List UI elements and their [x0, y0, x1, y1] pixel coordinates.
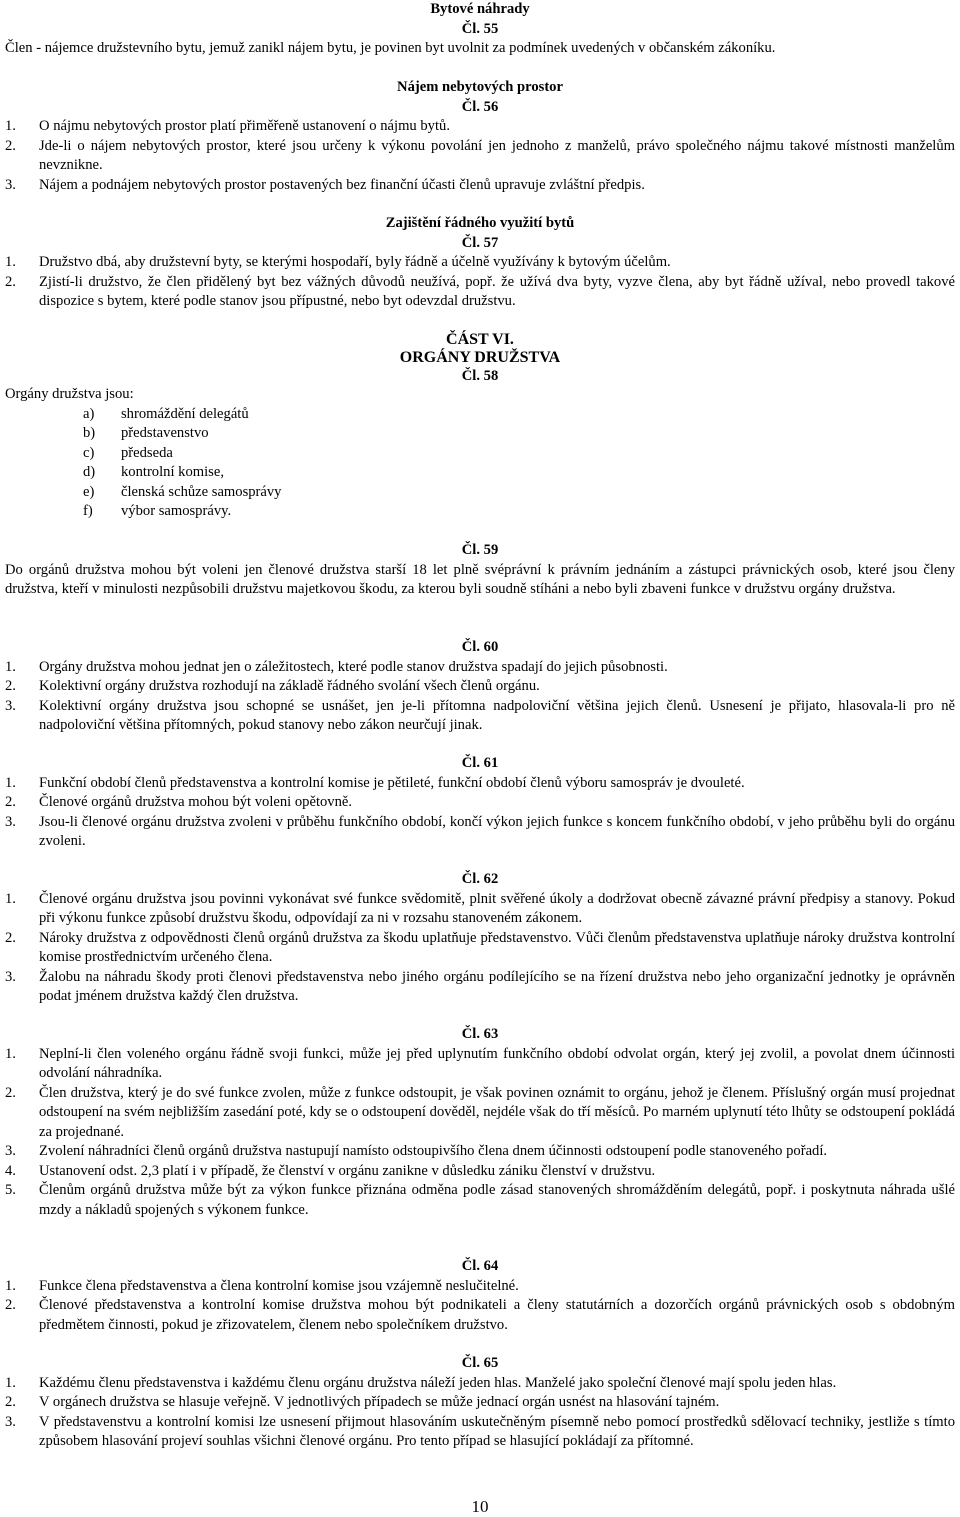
- organ-item: [5, 424, 955, 444]
- item-text: Zjistí-li družstvo, že člen přidělený byt bez vážných důvodů neužívá, popř. že užívá dva byty, vyzve člena, aby byt řádně užíval, nebo provedl takové dispozice s bytem, které podle stanov jsou přípustné, nebo byt odevzdal družstvu.: [39, 273, 955, 309]
- item-number: 3.: [5, 697, 16, 714]
- organ-item: [5, 444, 955, 464]
- item-text: Kolektivní orgány družstva rozhodují na základě řádného svolání všech členů orgánu.: [39, 678, 540, 694]
- item-number: 3.: [5, 1143, 16, 1159]
- list-item: [5, 273, 955, 312]
- item-text: Členům orgánů družstva může být za výkon funkce přiznána odměna podle zásad stanovených shromážděním delegátů, popř. i poskytnuta náhrada ušlé mzdy a nákladů spojených s výkonem funkce.: [39, 1182, 955, 1218]
- item-text: Člen družstva, který je do své funkce zvolen, může z funkce odstoupit, je však povinen oznámit to orgánu, jehož je členem. Příslušný orgán musí projednat odstoupení na svém nejbližším zasedání poté, kdy se o odstoupení dověděl, nejdéle však do tří měsíců. Po marném uplynutí této lhůty se odstoupení pokládá za projednané.: [39, 1084, 955, 1140]
- organ-letter: e): [83, 483, 95, 500]
- item-text: Družstvo dbá, aby družstevní byty, se kterými hospodaří, byly řádně a účelně využívány k bytovým účelům.: [39, 254, 671, 270]
- organ-item: [5, 405, 955, 425]
- item-text: O nájmu nebytových prostor platí přiměřeně ustanovení o nájmu bytů.: [39, 118, 450, 134]
- article-heading: Čl. 56: [461, 98, 499, 115]
- numbered-list: [5, 117, 955, 195]
- list-item: [5, 1162, 955, 1182]
- article-64: [5, 1257, 955, 1335]
- section-title: Bytové náhrady: [430, 1, 530, 17]
- article-60: [5, 638, 955, 736]
- item-text: Ustanovení odst. 2,3 platí i v případě, že členství v orgánu zanikne v důsledku zániku členství v družstvu.: [39, 1162, 656, 1179]
- list-item: [5, 117, 955, 137]
- item-text: Kolektivní orgány družstva jsou schopné se usnášet, jen je-li přítomna nadpoloviční většina jejich členů. Usnesení je přijato, hlasovala-li pro ně nadpoloviční většina přítomných, pokud stanovy nebo zákon neurčují jinak.: [39, 697, 955, 733]
- item-number: 1.: [5, 1045, 16, 1062]
- item-number: 1.: [5, 658, 16, 675]
- item-text: Žalobu na náhradu škody proti členovi představenstva nebo jiného orgánu podílejícího se na řízení družstva nebo jeho organizační jednotky je oprávněn podat jménem družstva každý člen družstva.: [39, 968, 955, 1004]
- item-number: 4.: [5, 1162, 16, 1179]
- organ-letter: b): [83, 425, 96, 441]
- item-text: Funkční období členů představenstva a kontrolní komise je pětileté, funkční období členů výboru samospráv je dvouleté.: [39, 774, 745, 791]
- item-number: 2.: [5, 1394, 16, 1410]
- organs-intro: Orgány družstva jsou:: [5, 386, 134, 402]
- list-item: [5, 137, 955, 176]
- organ-letter: c): [83, 444, 95, 461]
- list-item: [5, 1413, 955, 1452]
- article-heading: Čl. 62: [461, 871, 499, 887]
- numbered-list: [5, 1277, 955, 1336]
- organ-letter: a): [83, 405, 95, 422]
- item-number: 1.: [5, 1374, 16, 1391]
- article-61: [5, 754, 955, 852]
- item-number: 2.: [5, 678, 16, 694]
- part-subtitle: ORGÁNY DRUŽSTVA: [399, 349, 561, 366]
- article-heading: Čl. 61: [461, 755, 499, 771]
- paragraph: Člen - nájemce družstevního bytu, jemuž zanikl nájem bytu, je povinen byt uvolnit za podmínek uvedených v občanském zákoníku.: [5, 40, 776, 56]
- section-title: Nájem nebytových prostor: [397, 79, 563, 95]
- item-text: Členové orgánu družstva jsou povinni vykonávat své funkce svědomitě, plnit svěřené úkoly a dodržovat obecně závazné právní předpisy a stanovy. Pokud při výkonu funkce způsobí družstvu škodu, odpovídají za ni v rozsahu stanoveném zákonem.: [39, 890, 955, 926]
- article-heading: Čl. 60: [461, 639, 499, 655]
- item-number: 2.: [5, 1297, 16, 1313]
- item-text: Každému členu představenstva i každému členu orgánu družstva náleží jeden hlas. Manželé jako společní členové mají spolu jeden hlas.: [39, 1374, 837, 1391]
- list-item: [5, 774, 955, 794]
- organ-name: předseda: [121, 444, 173, 461]
- numbered-list: [5, 774, 955, 852]
- item-text: Zvolení náhradníci členů orgánů družstva nastupují namísto odstoupivšího člena dnem účinnosti odstoupení podle stanoveného pořadí.: [39, 1143, 828, 1159]
- article-heading: Čl. 57: [461, 234, 499, 251]
- item-text: Členové představenstva a kontrolní komise družstva mohou být podnikateli a členy statutárních a dozorčích orgánů právnických osob s obdobným předmětem činnosti, pokud je zřizovatelem, členem nebo společníkem družstvo.: [39, 1297, 955, 1333]
- organ-letter: f): [83, 503, 93, 519]
- item-text: Jde-li o nájem nebytových prostor, které jsou určeny k výkonu povolání jen jednoho z manželů, právo společného nájmu takové místnosti manželům nevznikne.: [39, 137, 955, 173]
- organ-item: [5, 483, 955, 503]
- item-number: 2.: [5, 273, 16, 290]
- part-6: [5, 331, 955, 522]
- list-item: [5, 1296, 955, 1335]
- article-59: [5, 541, 955, 600]
- list-item: [5, 1045, 955, 1084]
- item-number: 1.: [5, 890, 16, 907]
- page-number: 10: [471, 1497, 489, 1516]
- list-item: [5, 658, 955, 678]
- article-heading: Čl. 59: [461, 542, 499, 558]
- list-item: [5, 1142, 955, 1162]
- item-number: 1.: [5, 254, 16, 270]
- article-63: [5, 1025, 955, 1220]
- article-65: [5, 1354, 955, 1452]
- list-item: [5, 1084, 955, 1143]
- article-heading: Čl. 65: [461, 1355, 499, 1371]
- article-62: [5, 870, 955, 1007]
- list-item: [5, 697, 955, 736]
- item-text: Neplní-li člen voleného orgánu řádně svoji funkci, může jej před uplynutím funkčního období odvolat orgán, který jej zvolil, a povolat dnem účinnosti odvolání náhradníka.: [39, 1045, 955, 1081]
- item-text: Nájem a podnájem nebytových prostor postavených bez finanční účasti členů upravuje zvláštní předpis.: [39, 176, 645, 193]
- item-text: Jsou-li členové orgánu družstva zvoleni v průběhu funkčního období, končí výkon jejich funkce s koncem funkčního období, v jeho průběhu byli do orgánu zvoleni.: [39, 813, 955, 849]
- article-heading: Čl. 58: [461, 368, 499, 384]
- organ-name: představenstvo: [121, 425, 209, 441]
- item-number: 5.: [5, 1182, 16, 1198]
- numbered-list: [5, 658, 955, 736]
- list-item: [5, 1277, 955, 1297]
- section-title: Zajištění řádného využití bytů: [385, 215, 575, 231]
- numbered-list: [5, 1045, 955, 1221]
- item-number: 3.: [5, 968, 16, 985]
- item-text: Orgány družstva mohou jednat jen o záležitostech, které podle stanov družstva spadají do jejich působnosti.: [39, 658, 668, 675]
- article-56: [5, 78, 955, 195]
- item-number: 2.: [5, 137, 16, 154]
- list-item: [5, 1181, 955, 1220]
- list-item: [5, 176, 955, 196]
- item-number: 1.: [5, 1277, 16, 1294]
- item-number: 2.: [5, 1084, 16, 1101]
- item-text: V orgánech družstva se hlasuje veřejně. V jednotlivých případech se může jednací orgán usnést na hlasování tajném.: [39, 1394, 720, 1410]
- organ-name: kontrolní komise,: [121, 464, 224, 480]
- numbered-list: [5, 1374, 955, 1452]
- list-item: [5, 677, 955, 697]
- list-item: [5, 253, 955, 273]
- paragraph: Do orgánů družstva mohou být voleni jen členové družstva starší 18 let plně svéprávní k právním jednáním a zástupci právnických osob, které jsou členy družstva, kteří v minulosti nezpůsobili družstvu majetkovou škodu, za kterou byli soudně stíháni a nebo byli zbaveni funkce v družstvu orgány družstva.: [5, 561, 955, 597]
- article-57: [5, 214, 955, 312]
- organs-list: [5, 405, 955, 522]
- article-55: [5, 0, 955, 59]
- organ-item: [5, 463, 955, 483]
- item-number: 2.: [5, 929, 16, 946]
- article-heading: Čl. 64: [461, 1258, 499, 1274]
- organ-name: shromáždění delegátů: [121, 405, 249, 422]
- list-item: [5, 1393, 955, 1413]
- organ-name: členská schůze samosprávy: [121, 483, 282, 500]
- numbered-list: [5, 253, 955, 312]
- item-number: 3.: [5, 1413, 16, 1430]
- item-text: Nároky družstva z odpovědnosti členů orgánů družstva za škodu uplatňuje představenstvo. Vůči členům představenstva uplatňuje nároky družstva kontrolní komise prostřednictvím určeného člena.: [39, 929, 955, 965]
- organ-item: [5, 502, 955, 522]
- list-item: [5, 929, 955, 968]
- list-item: [5, 890, 955, 929]
- list-item: [5, 793, 955, 813]
- item-number: 3.: [5, 813, 16, 830]
- item-text: Funkce člena představenstva a člena kontrolní komise jsou vzájemně neslučitelné.: [39, 1277, 519, 1294]
- item-text: V představenstvu a kontrolní komisi lze usnesení přijmout hlasováním uskutečněným písemně nebo pomocí prostředků sdělovací techniky, jestliže s tímto způsobem hlasování projeví souhlas všichni členové orgánu. Pro tento případ se hlasující pokládají za přítomné.: [39, 1413, 955, 1449]
- article-heading: Čl. 55: [461, 20, 499, 37]
- list-item: [5, 813, 955, 852]
- item-number: 2.: [5, 794, 16, 810]
- list-item: [5, 1374, 955, 1394]
- organ-letter: d): [83, 464, 96, 480]
- part-title: ČÁST VI.: [446, 331, 514, 348]
- numbered-list: [5, 890, 955, 1007]
- item-number: 1.: [5, 118, 16, 134]
- item-number: 3.: [5, 176, 16, 193]
- item-number: 1.: [5, 774, 16, 791]
- list-item: [5, 968, 955, 1007]
- article-heading: Čl. 63: [461, 1026, 499, 1042]
- item-text: Členové orgánů družstva mohou být voleni opětovně.: [39, 794, 353, 810]
- organ-name: výbor samosprávy.: [121, 503, 232, 519]
